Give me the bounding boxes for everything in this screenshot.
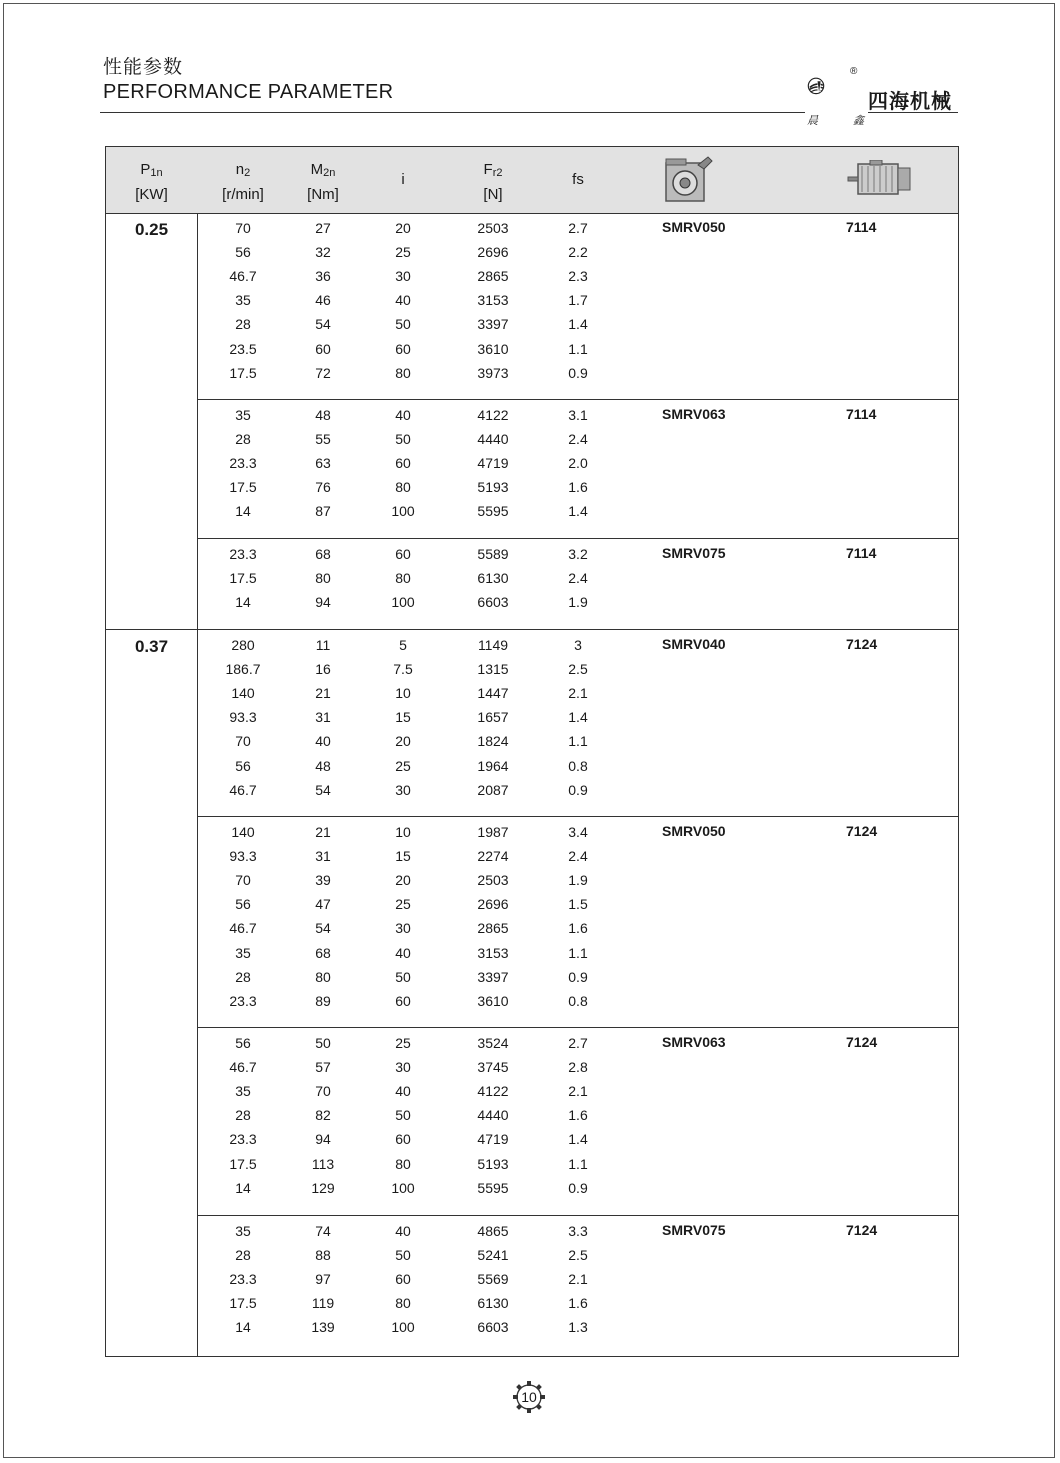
cell-fr2: 3973 bbox=[477, 364, 509, 381]
cell-fs: 2.5 bbox=[568, 661, 588, 678]
col-header-fs: fs bbox=[572, 171, 584, 188]
cell-m2n: 48 bbox=[315, 757, 331, 774]
cell-ratio: 50 bbox=[395, 316, 411, 333]
cell-m2n: 11 bbox=[315, 637, 331, 653]
group-divider bbox=[106, 629, 958, 630]
cell-fs: 3.4 bbox=[568, 824, 588, 840]
table-row bbox=[106, 1035, 958, 1059]
cell-fs: 1.6 bbox=[568, 920, 588, 937]
cell-fs: 1.9 bbox=[568, 872, 588, 889]
cell-fr2: 6603 bbox=[477, 1319, 509, 1336]
cell-ratio: 80 bbox=[395, 1295, 411, 1312]
registered-mark: ® bbox=[850, 66, 858, 77]
cell-ratio: 60 bbox=[395, 992, 411, 1009]
cell-n2: 56 bbox=[235, 244, 251, 261]
cell-fs: 1.1 bbox=[568, 733, 588, 750]
cell-fr2: 1964 bbox=[477, 757, 509, 774]
cell-fs: 1.4 bbox=[568, 316, 588, 333]
cell-ratio: 30 bbox=[395, 781, 411, 798]
gearbox-model: SMRV063 bbox=[662, 1034, 726, 1050]
cell-fr2: 3745 bbox=[477, 1059, 509, 1076]
gearbox-icon bbox=[662, 155, 714, 205]
cell-n2: 140 bbox=[231, 824, 255, 840]
col-header-n2: $n_2$ [r/min] bbox=[222, 161, 264, 203]
cell-fs: 2.4 bbox=[568, 848, 588, 865]
cell-m2n: 27 bbox=[315, 220, 331, 236]
cell-ratio: 50 bbox=[395, 1247, 411, 1264]
group-divider bbox=[197, 399, 958, 400]
cell-n2: 93.3 bbox=[229, 848, 257, 865]
table-row bbox=[106, 220, 958, 244]
cell-fr2: 4122 bbox=[477, 1083, 509, 1100]
cell-n2: 70 bbox=[235, 872, 251, 889]
cell-m2n: 54 bbox=[315, 781, 331, 798]
motor-frame: 7114 bbox=[846, 545, 877, 561]
cell-ratio: 5 bbox=[399, 637, 407, 653]
cell-ratio: 7.5 bbox=[393, 661, 413, 678]
cell-ratio: 10 bbox=[395, 824, 411, 840]
cell-n2: 23.3 bbox=[229, 1271, 257, 1288]
cell-n2: 35 bbox=[235, 292, 251, 309]
table-row bbox=[106, 661, 958, 685]
cell-n2: 56 bbox=[235, 1035, 251, 1051]
cell-m2n: 94 bbox=[315, 1131, 331, 1148]
gearbox-model: SMRV063 bbox=[662, 406, 726, 422]
cell-fs: 2.8 bbox=[568, 1059, 588, 1076]
cell-ratio: 25 bbox=[395, 1035, 411, 1051]
cell-fs: 1.1 bbox=[568, 944, 588, 961]
cell-fr2: 5241 bbox=[477, 1247, 509, 1264]
cell-ratio: 60 bbox=[395, 340, 411, 357]
cell-fs: 3.2 bbox=[568, 546, 588, 562]
table-row bbox=[106, 407, 958, 431]
table-row bbox=[106, 1180, 958, 1204]
cell-fr2: 3153 bbox=[477, 944, 509, 961]
cell-fr2: 3610 bbox=[477, 340, 509, 357]
cell-ratio: 80 bbox=[395, 1155, 411, 1172]
cell-fr2: 5595 bbox=[477, 503, 509, 520]
cell-fs: 1.4 bbox=[568, 503, 588, 520]
cell-fs: 1.7 bbox=[568, 292, 588, 309]
cell-n2: 17.5 bbox=[229, 1155, 257, 1172]
cell-fr2: 3397 bbox=[477, 968, 509, 985]
cell-ratio: 100 bbox=[391, 503, 415, 520]
header-rule bbox=[100, 112, 805, 113]
page-title-en: PERFORMANCE PARAMETER bbox=[103, 81, 394, 103]
brand-sub-2: 鑫 bbox=[853, 114, 864, 127]
cell-n2: 23.5 bbox=[229, 340, 257, 357]
cell-fr2: 1149 bbox=[477, 637, 509, 653]
cell-ratio: 20 bbox=[395, 872, 411, 889]
cell-fr2: 1987 bbox=[477, 824, 509, 840]
cell-fs: 2.0 bbox=[568, 455, 588, 472]
cell-fs: 1.6 bbox=[568, 1107, 588, 1124]
cell-m2n: 16 bbox=[315, 661, 331, 678]
table-row bbox=[106, 896, 958, 920]
cell-fr2: 6603 bbox=[477, 594, 509, 611]
table-row bbox=[106, 365, 958, 389]
cell-fs: 2.2 bbox=[568, 244, 588, 261]
cell-fr2: 2865 bbox=[477, 268, 509, 285]
brand-name: 四海机械 bbox=[868, 91, 952, 113]
cell-m2n: 82 bbox=[315, 1107, 331, 1124]
cell-fs: 1.1 bbox=[568, 340, 588, 357]
cell-ratio: 100 bbox=[391, 1179, 415, 1196]
table-row bbox=[106, 546, 958, 570]
cell-m2n: 36 bbox=[315, 268, 331, 285]
table-row bbox=[106, 244, 958, 268]
table-header bbox=[106, 147, 958, 214]
cell-ratio: 50 bbox=[395, 1107, 411, 1124]
cell-n2: 46.7 bbox=[229, 781, 257, 798]
cell-fs: 2.4 bbox=[568, 431, 588, 448]
cell-fs: 0.8 bbox=[568, 992, 588, 1009]
cell-fs: 1.4 bbox=[568, 709, 588, 726]
cell-m2n: 74 bbox=[315, 1223, 331, 1239]
cell-m2n: 60 bbox=[315, 340, 331, 357]
power-value: 0.37 bbox=[134, 637, 169, 656]
performance-table bbox=[105, 146, 959, 1357]
cell-ratio: 60 bbox=[395, 546, 411, 562]
cell-fs: 0.9 bbox=[568, 364, 588, 381]
power-value: 0.25 bbox=[134, 220, 169, 239]
gearbox-model: SMRV075 bbox=[662, 545, 726, 561]
cell-m2n: 57 bbox=[315, 1059, 331, 1076]
cell-fr2: 1315 bbox=[477, 661, 509, 678]
cell-m2n: 54 bbox=[315, 316, 331, 333]
cell-n2: 70 bbox=[235, 220, 251, 236]
cell-fr2: 1824 bbox=[477, 733, 509, 750]
col-header-ratio: i bbox=[401, 171, 405, 188]
table-row bbox=[106, 431, 958, 455]
cell-m2n: 54 bbox=[315, 920, 331, 937]
cell-fr2: 1447 bbox=[477, 685, 509, 702]
table-row bbox=[106, 824, 958, 848]
table-row bbox=[106, 733, 958, 757]
motor-frame: 7114 bbox=[846, 406, 877, 422]
group-divider bbox=[197, 1027, 958, 1028]
table-row bbox=[106, 709, 958, 733]
cell-fs: 0.9 bbox=[568, 781, 588, 798]
motor-frame: 7114 bbox=[846, 219, 877, 235]
cell-fr2: 5569 bbox=[477, 1271, 509, 1288]
cell-n2: 14 bbox=[235, 503, 251, 520]
cell-fr2: 3610 bbox=[477, 992, 509, 1009]
cell-fr2: 4719 bbox=[477, 455, 509, 472]
gearbox-model: SMRV075 bbox=[662, 1222, 726, 1238]
cell-fs: 2.1 bbox=[568, 685, 588, 702]
table-row bbox=[106, 1131, 958, 1155]
table-row bbox=[106, 1059, 958, 1083]
cell-ratio: 25 bbox=[395, 757, 411, 774]
motor-frame: 7124 bbox=[846, 1222, 878, 1238]
cell-fr2: 5193 bbox=[477, 479, 509, 496]
cell-m2n: 68 bbox=[315, 944, 331, 961]
cell-n2: 28 bbox=[235, 1107, 251, 1124]
cell-fr2: 2503 bbox=[477, 872, 509, 889]
cell-n2: 46.7 bbox=[229, 268, 257, 285]
cell-fr2: 5589 bbox=[477, 546, 509, 562]
cell-n2: 23.3 bbox=[229, 992, 257, 1009]
cell-ratio: 80 bbox=[395, 364, 411, 381]
cell-m2n: 129 bbox=[311, 1179, 335, 1196]
cell-fs: 2.5 bbox=[568, 1247, 588, 1264]
page-number: 10 bbox=[521, 1389, 537, 1405]
cell-n2: 28 bbox=[235, 316, 251, 333]
cell-ratio: 40 bbox=[395, 292, 411, 309]
table-row bbox=[106, 1271, 958, 1295]
cell-fs: 1.1 bbox=[568, 1155, 588, 1172]
cell-ratio: 80 bbox=[395, 570, 411, 587]
cell-m2n: 88 bbox=[315, 1247, 331, 1264]
cell-m2n: 113 bbox=[311, 1155, 335, 1172]
cell-ratio: 20 bbox=[395, 220, 411, 236]
gearbox-model: SMRV040 bbox=[662, 636, 726, 652]
col-header-fr2: $F_{r2}$ [N] bbox=[483, 161, 503, 203]
motor-frame: 7124 bbox=[846, 823, 878, 839]
table-row bbox=[106, 848, 958, 872]
cell-fs: 2.7 bbox=[568, 220, 588, 236]
cell-fr2: 6130 bbox=[477, 570, 509, 587]
cell-n2: 23.3 bbox=[229, 455, 257, 472]
cell-m2n: 139 bbox=[311, 1319, 335, 1336]
cell-ratio: 100 bbox=[391, 594, 415, 611]
table-row bbox=[106, 594, 958, 618]
table-row bbox=[106, 570, 958, 594]
cell-n2: 23.3 bbox=[229, 546, 257, 562]
cell-fr2: 4440 bbox=[477, 1107, 509, 1124]
cell-m2n: 94 bbox=[315, 594, 331, 611]
cell-ratio: 25 bbox=[395, 896, 411, 913]
cell-fr2: 3524 bbox=[477, 1035, 509, 1051]
table-row bbox=[106, 316, 958, 340]
cell-n2: 23.3 bbox=[229, 1131, 257, 1148]
table-row bbox=[106, 758, 958, 782]
cell-m2n: 31 bbox=[315, 848, 331, 865]
cell-n2: 46.7 bbox=[229, 1059, 257, 1076]
cell-fs: 1.6 bbox=[568, 1295, 588, 1312]
cell-fs: 3.1 bbox=[568, 407, 588, 423]
cell-ratio: 20 bbox=[395, 733, 411, 750]
cell-m2n: 21 bbox=[315, 685, 331, 702]
page-title-cn: 性能参数 bbox=[103, 57, 184, 78]
cell-fs: 3.3 bbox=[568, 1223, 588, 1239]
cell-fr2: 3397 bbox=[477, 316, 509, 333]
cell-fs: 0.8 bbox=[568, 757, 588, 774]
cell-fr2: 3153 bbox=[477, 292, 509, 309]
table-row bbox=[106, 685, 958, 709]
motor-frame: 7124 bbox=[846, 1034, 878, 1050]
table-row bbox=[106, 1107, 958, 1131]
cell-n2: 14 bbox=[235, 1319, 251, 1336]
col-header-m2n: $M_{2n}$ [Nm] bbox=[307, 161, 339, 203]
cell-m2n: 31 bbox=[315, 709, 331, 726]
cell-fr2: 4122 bbox=[477, 407, 509, 423]
cell-n2: 17.5 bbox=[229, 1295, 257, 1312]
cell-m2n: 80 bbox=[315, 968, 331, 985]
cell-fr2: 6130 bbox=[477, 1295, 509, 1312]
cell-ratio: 30 bbox=[395, 268, 411, 285]
cell-m2n: 55 bbox=[315, 431, 331, 448]
cell-m2n: 68 bbox=[315, 546, 331, 562]
cell-n2: 35 bbox=[235, 944, 251, 961]
cell-m2n: 119 bbox=[311, 1295, 335, 1312]
cell-fs: 3 bbox=[574, 637, 582, 653]
table-row bbox=[106, 455, 958, 479]
cell-n2: 56 bbox=[235, 896, 251, 913]
cell-n2: 70 bbox=[235, 733, 251, 750]
cell-m2n: 32 bbox=[315, 244, 331, 261]
cell-fr2: 4719 bbox=[477, 1131, 509, 1148]
cell-n2: 35 bbox=[235, 1223, 251, 1239]
cell-m2n: 47 bbox=[315, 896, 331, 913]
cell-m2n: 39 bbox=[315, 872, 331, 889]
group-divider bbox=[197, 816, 958, 817]
table-row bbox=[106, 1319, 958, 1343]
cell-fr2: 4865 bbox=[477, 1223, 509, 1239]
table-row bbox=[106, 1083, 958, 1107]
group-divider bbox=[197, 1215, 958, 1216]
cell-n2: 28 bbox=[235, 968, 251, 985]
cell-m2n: 70 bbox=[315, 1083, 331, 1100]
cell-ratio: 50 bbox=[395, 431, 411, 448]
table-row bbox=[106, 1295, 958, 1319]
group-divider bbox=[197, 538, 958, 539]
brand-sub-1: 晨 bbox=[807, 114, 818, 127]
table-row bbox=[106, 503, 958, 527]
cell-fs: 0.9 bbox=[568, 968, 588, 985]
table-row bbox=[106, 1247, 958, 1271]
cell-ratio: 25 bbox=[395, 244, 411, 261]
table-row bbox=[106, 268, 958, 292]
cell-fs: 2.1 bbox=[568, 1271, 588, 1288]
cell-fr2: 1657 bbox=[477, 709, 509, 726]
table-row bbox=[106, 782, 958, 806]
cell-n2: 35 bbox=[235, 1083, 251, 1100]
cell-m2n: 97 bbox=[315, 1271, 331, 1288]
cell-fs: 1.3 bbox=[568, 1319, 588, 1336]
cell-m2n: 50 bbox=[315, 1035, 331, 1051]
cell-n2: 35 bbox=[235, 407, 251, 423]
cell-n2: 280 bbox=[231, 637, 255, 653]
cell-n2: 17.5 bbox=[229, 364, 257, 381]
cell-fs: 2.7 bbox=[568, 1035, 588, 1051]
cell-n2: 56 bbox=[235, 757, 251, 774]
cell-ratio: 10 bbox=[395, 685, 411, 702]
cell-fs: 2.4 bbox=[568, 570, 588, 587]
cell-ratio: 60 bbox=[395, 1131, 411, 1148]
cell-ratio: 80 bbox=[395, 479, 411, 496]
cell-m2n: 87 bbox=[315, 503, 331, 520]
cell-n2: 186.7 bbox=[225, 661, 261, 678]
cell-m2n: 48 bbox=[315, 407, 331, 423]
table-row bbox=[106, 637, 958, 661]
cell-fr2: 5595 bbox=[477, 1179, 509, 1196]
cell-m2n: 46 bbox=[315, 292, 331, 309]
table-row bbox=[106, 292, 958, 316]
cell-ratio: 100 bbox=[391, 1319, 415, 1336]
cell-m2n: 72 bbox=[315, 364, 331, 381]
cell-n2: 14 bbox=[235, 1179, 251, 1196]
cell-fr2: 2087 bbox=[477, 781, 509, 798]
cell-fs: 1.5 bbox=[568, 896, 588, 913]
cell-fs: 2.3 bbox=[568, 268, 588, 285]
cell-fr2: 5193 bbox=[477, 1155, 509, 1172]
cell-ratio: 60 bbox=[395, 1271, 411, 1288]
cell-fs: 1.4 bbox=[568, 1131, 588, 1148]
cell-ratio: 60 bbox=[395, 455, 411, 472]
table-row bbox=[106, 945, 958, 969]
cell-n2: 46.7 bbox=[229, 920, 257, 937]
table-row bbox=[106, 872, 958, 896]
cell-m2n: 63 bbox=[315, 455, 331, 472]
cell-ratio: 15 bbox=[395, 709, 411, 726]
cell-n2: 140 bbox=[231, 685, 255, 702]
cell-n2: 28 bbox=[235, 1247, 251, 1264]
cell-ratio: 30 bbox=[395, 1059, 411, 1076]
cell-ratio: 30 bbox=[395, 920, 411, 937]
cell-m2n: 21 bbox=[315, 824, 331, 840]
table-row bbox=[106, 1223, 958, 1247]
cell-n2: 28 bbox=[235, 431, 251, 448]
cell-fs: 0.9 bbox=[568, 1179, 588, 1196]
cell-fr2: 2696 bbox=[477, 244, 509, 261]
table-row bbox=[106, 969, 958, 993]
cell-n2: 14 bbox=[235, 594, 251, 611]
table-row bbox=[106, 920, 958, 944]
cell-fs: 1.9 bbox=[568, 594, 588, 611]
cell-ratio: 40 bbox=[395, 1083, 411, 1100]
cell-fs: 2.1 bbox=[568, 1083, 588, 1100]
cell-m2n: 89 bbox=[315, 992, 331, 1009]
cell-ratio: 50 bbox=[395, 968, 411, 985]
motor-icon bbox=[846, 160, 916, 200]
cell-ratio: 40 bbox=[395, 407, 411, 423]
cell-fr2: 2274 bbox=[477, 848, 509, 865]
cell-fr2: 2865 bbox=[477, 920, 509, 937]
table-row bbox=[106, 341, 958, 365]
cell-ratio: 40 bbox=[395, 944, 411, 961]
gearbox-model: SMRV050 bbox=[662, 219, 726, 235]
cell-ratio: 40 bbox=[395, 1223, 411, 1239]
cell-fr2: 2696 bbox=[477, 896, 509, 913]
table-row bbox=[106, 479, 958, 503]
cell-m2n: 40 bbox=[315, 733, 331, 750]
cell-n2: 17.5 bbox=[229, 479, 257, 496]
cell-m2n: 80 bbox=[315, 570, 331, 587]
col-header-power: $P_{1n}$ [KW] bbox=[135, 161, 168, 203]
cell-m2n: 76 bbox=[315, 479, 331, 496]
cell-n2: 93.3 bbox=[229, 709, 257, 726]
cell-fr2: 4440 bbox=[477, 431, 509, 448]
cell-ratio: 15 bbox=[395, 848, 411, 865]
table-row bbox=[106, 993, 958, 1017]
cell-fs: 1.6 bbox=[568, 479, 588, 496]
cell-fr2: 2503 bbox=[477, 220, 509, 236]
table-row bbox=[106, 1156, 958, 1180]
gearbox-model: SMRV050 bbox=[662, 823, 726, 839]
motor-frame: 7124 bbox=[846, 636, 878, 652]
cell-n2: 17.5 bbox=[229, 570, 257, 587]
